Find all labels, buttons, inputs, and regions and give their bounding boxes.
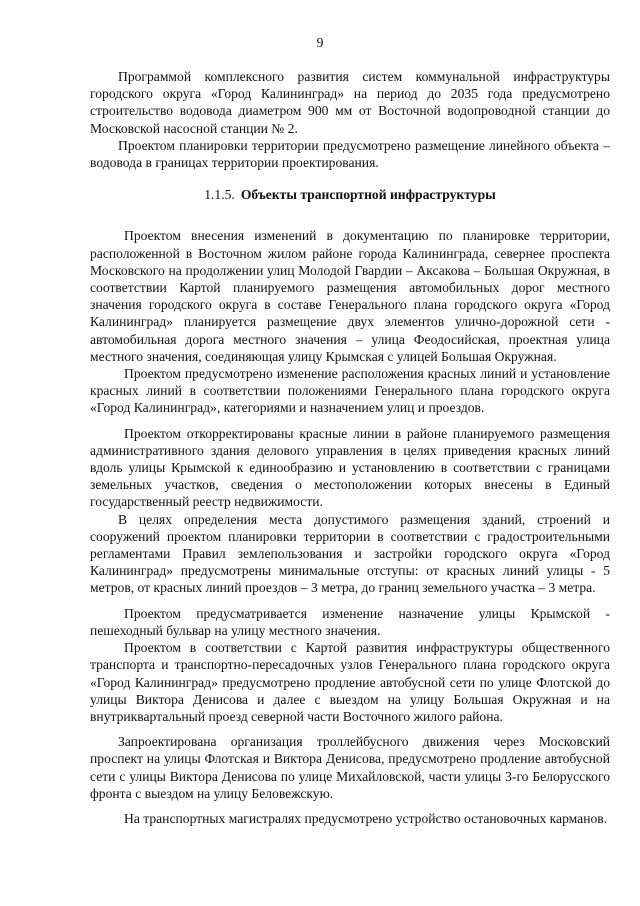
paragraph-red-lines-correction: Проектом откорректированы красные линии в районе планируемого размещения административного здания делового управления в целях приведения красных линий вдоль улицы Крымской к единообразию и установлению в соответствии с границами земельных участков, сведения о местоположении которых внесены в Единый государственный реестр недвижимости. xyxy=(90,425,610,510)
section-heading xyxy=(90,186,610,203)
paragraph-water-pipeline: Проектом планировки территории предусмотрено размещение линейного объекта – водовода в границах территории проектирования. xyxy=(90,137,610,171)
section-number: 1.1.5. xyxy=(204,187,235,203)
section-title: Объекты транспортной инфраструктуры xyxy=(240,187,496,203)
paragraph-water-program: Программой комплексного развития систем коммунальной инфраструктуры городского округа «Город Калининград» на период до 2035 года предусмотрено строительство водовода диаметром 900 мм от Восточной водопроводной станции до Московской насосной станции № 2. xyxy=(90,69,610,136)
page-number: 9 xyxy=(316,35,324,50)
paragraph-trolleybus: Запроектирована организация троллейбусного движения через Московский проспект на улицы Флотская и Виктора Денисова, предусмотрено продление автобусной сети с улицы Виктора Денисова по улице Михайловской, части улицы 3-го Белорусского фронта с выездом на улицу Беловежскую. xyxy=(90,734,610,801)
paragraph-bus-stops: На транспортных магистралях предусмотрено устройство остановочных карманов. xyxy=(124,810,608,826)
page-content xyxy=(90,68,610,827)
paragraph-crimean-street: Проектом предусматривается изменение назначение улицы Крымской - пешеходный бульвар на улицу местного значения. xyxy=(90,605,610,638)
paragraph-setbacks: В целях определения места допустимого размещения зданий, строений и сооружений проектом планировки территории в соответствии с градостроительными регламентами Правил землепользования и застройки городского округа «Город Калининград» предусмотрены минимальные отступы: от красных линий улицы - 5 метров, от красных линий проездов – 3 метра, до границ земельного участка – 3 метра. xyxy=(90,511,610,596)
paragraph-red-lines: Проектом предусмотрено изменение расположения красных линий и установление красных линий в соответствии положениями Генерального плана городского округа «Город Калининград», категориями и назначением улиц и проездов. xyxy=(90,366,610,416)
paragraph-road-network: Проектом внесения изменений в документацию по планировке территории, расположенной в Восточном жилом районе города Калининграда, севернее проспекта Московского на продолжении улиц Молодой Гвардии – Аксакова – Большая Окружная, в соответствии Картой планируемого размещения автомобильных дорог местного значения городского округа в составе Генерального плана городского округа «Город Калининград» планируется размещение двух элементов улично-дорожной сети - автомобильная дорога местного значения – улица Феодосийская, проектная улица местного значения, соединяющая улицу Крымская с улицей Большая Окружная. xyxy=(90,228,610,364)
paragraph-bus-network: Проектом в соответствии с Картой развития инфраструктуры общественного транспорта и транспортно-пересадочных узлов Генерального плана городского округа «Город Калининград» предусмотрено продление автобусной сети по улице Флотской до улицы Виктора Денисова и далее с выездом на улицу Большая Окружная и на внутриквартальный проезд северной части Восточного жилого района. xyxy=(90,640,610,724)
